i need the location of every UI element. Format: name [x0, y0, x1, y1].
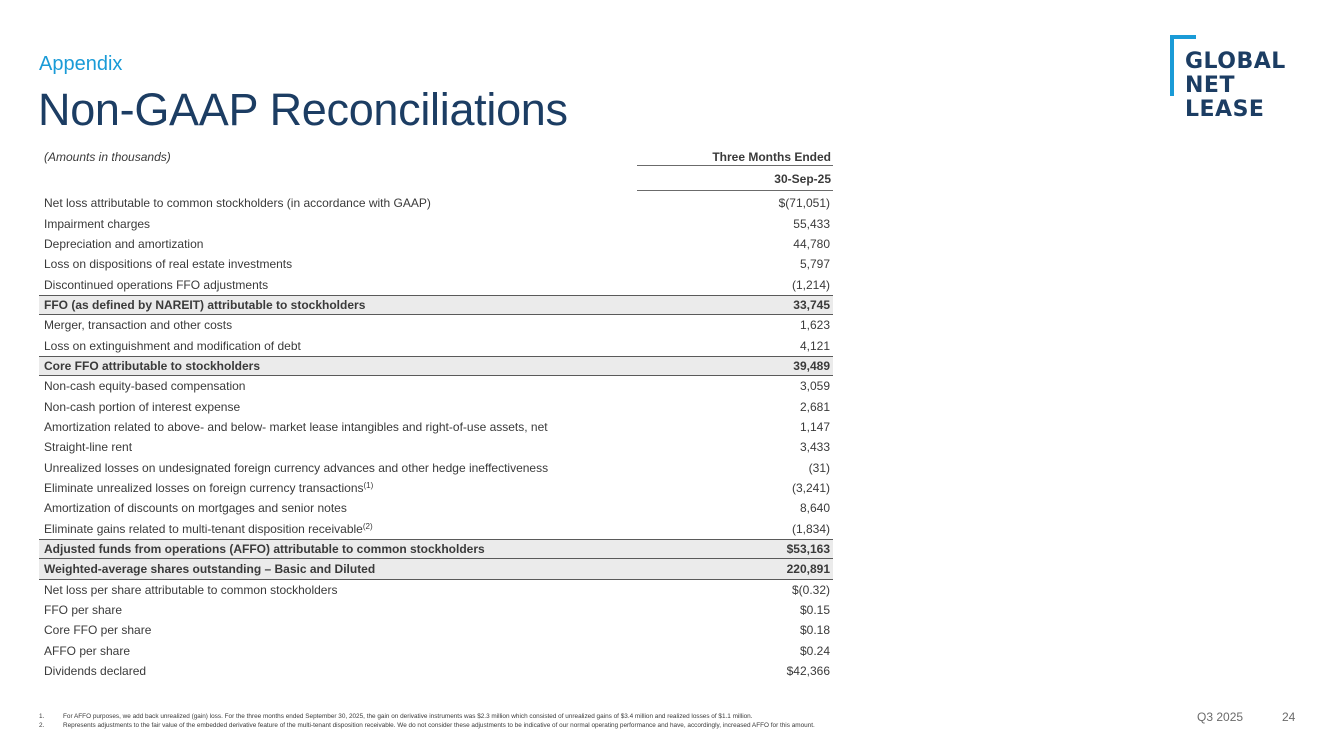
reconciliation-table: [39, 146, 833, 681]
row-value: 33,745: [793, 297, 830, 312]
row-value: $0.24: [799, 643, 830, 658]
table-row: [39, 396, 833, 416]
column-date-header: 30-Sep-25: [637, 172, 833, 191]
table-row: [39, 234, 833, 254]
row-label-wrap: [44, 481, 373, 495]
row-value: $53,163: [786, 542, 830, 557]
row-label: Loss on dispositions of real estate investments: [44, 257, 293, 272]
footnotes: [39, 713, 1139, 730]
row-value: 1,147: [799, 419, 830, 434]
row-label-wrap: [44, 522, 373, 536]
table-row: [39, 580, 833, 600]
table-row: [39, 376, 833, 396]
footnote-number: 2.: [39, 721, 45, 729]
row-value: 8,640: [799, 501, 830, 516]
row-value: $0.15: [799, 603, 830, 618]
footnote-ref-1: (1): [363, 480, 374, 490]
row-value: 3,433: [799, 440, 830, 455]
table-row: [39, 641, 833, 661]
row-label: Straight-line rent: [44, 440, 133, 455]
row-value: 5,797: [799, 257, 830, 272]
row-label: Amortization of discounts on mortgages and senior notes: [44, 501, 347, 516]
table-row: [39, 274, 833, 294]
row-value: 3,059: [799, 379, 830, 394]
section-label: Appendix: [39, 53, 123, 75]
footer-period: Q3 2025: [1197, 710, 1244, 724]
table-row: [39, 620, 833, 640]
row-label: Non-cash equity-based compensation: [44, 379, 246, 394]
logo-bracket-left: [1170, 35, 1174, 96]
subtotal-row-core-ffo: [39, 356, 833, 376]
logo-line-3: LEASE: [1185, 97, 1265, 122]
subtotal-row-ffo: [39, 295, 833, 315]
row-value: $(71,051): [778, 196, 830, 211]
row-label: Amortization related to above- and below- market lease intangibles and right-of-use assets, net: [44, 419, 548, 434]
row-label: Net loss attributable to common stockholders (in accordance with GAAP): [44, 196, 431, 211]
footnote-text: Represents adjustments to the fair value of the embedded derivative feature of the multi-tenant disposition receivable. We do not consider these adjustments to be indicative of our normal operating performance and have, accordingly, increased AFFO for this amount.: [63, 721, 815, 729]
table-row: [39, 457, 833, 477]
row-label: Impairment charges: [44, 216, 151, 231]
row-label: Dividends declared: [44, 664, 147, 679]
row-value: $42,366: [786, 664, 830, 679]
table-row: [39, 478, 833, 498]
row-label: Net loss per share attributable to common stockholders: [44, 582, 338, 597]
page-title: Non-GAAP Reconciliations: [38, 84, 568, 135]
footnote: [39, 722, 1139, 731]
logo-line-2: NET: [1185, 73, 1235, 98]
row-label: Depreciation and amortization: [44, 236, 204, 251]
table-row: [39, 254, 833, 274]
table-row: [39, 519, 833, 539]
subtotal-row-shares: [39, 559, 833, 579]
table-row: [39, 315, 833, 335]
footnote-number: 1.: [39, 713, 45, 720]
row-value: (3,241): [791, 480, 830, 495]
column-group-header: Three Months Ended: [637, 150, 833, 166]
row-label: Eliminate gains related to multi-tenant disposition receivable: [44, 521, 363, 536]
row-value: 1,623: [799, 318, 830, 333]
table-row: [39, 213, 833, 233]
row-label: Core FFO per share: [44, 623, 152, 638]
row-label: Adjusted funds from operations (AFFO) attributable to common stockholders: [44, 542, 485, 557]
row-label: Eliminate unrealized losses on foreign currency transactions: [44, 480, 364, 495]
amounts-note: (Amounts in thousands): [44, 150, 171, 164]
page-number: 24: [1282, 710, 1296, 724]
row-label: FFO (as defined by NAREIT) attributable to stockholders: [44, 297, 366, 312]
table-row: [39, 335, 833, 355]
row-value: 44,780: [793, 236, 830, 251]
footnote: [39, 713, 1139, 722]
row-value: (1,214): [791, 277, 830, 292]
table-row: [39, 600, 833, 620]
logo-line-1: GLOBAL: [1185, 49, 1286, 74]
subtotal-row-affo: [39, 539, 833, 559]
row-label: FFO per share: [44, 603, 123, 618]
table-header: [39, 146, 833, 166]
row-value: 4,121: [799, 338, 830, 353]
row-value: $0.18: [799, 623, 830, 638]
row-value: 2,681: [799, 399, 830, 414]
table-row: [39, 661, 833, 681]
row-value: (31): [808, 460, 830, 475]
row-value: 39,489: [793, 358, 830, 373]
table-row: [39, 417, 833, 437]
company-logo: [1168, 35, 1308, 125]
row-value: 55,433: [793, 216, 830, 231]
row-label: Non-cash portion of interest expense: [44, 399, 241, 414]
footnote-ref-2: (2): [362, 521, 373, 531]
row-label: AFFO per share: [44, 643, 131, 658]
table-row: [39, 193, 833, 213]
row-label: Weighted-average shares outstanding – Basic and Diluted: [44, 561, 376, 576]
row-value: $(0.32): [791, 582, 830, 597]
table-subheader: [39, 166, 833, 193]
row-label: Merger, transaction and other costs: [44, 318, 233, 333]
row-label: Unrealized losses on undesignated foreign currency advances and other hedge ineffectiveness: [44, 460, 549, 475]
row-label: Core FFO attributable to stockholders: [44, 358, 261, 373]
row-label: Loss on extinguishment and modification of debt: [44, 338, 301, 353]
footnote-text: For AFFO purposes, we add back unrealized (gain) loss. For the three months ended September 30, 2025, the gain on derivative instruments was $2.3 million which consisted of unrealized gains of $3.4 million and realized losses of $1.1 million.: [63, 713, 753, 720]
row-value: (1,834): [791, 521, 830, 536]
table-row: [39, 498, 833, 518]
row-label: Discontinued operations FFO adjustments: [44, 277, 269, 292]
table-row: [39, 437, 833, 457]
row-value: 220,891: [786, 561, 830, 576]
